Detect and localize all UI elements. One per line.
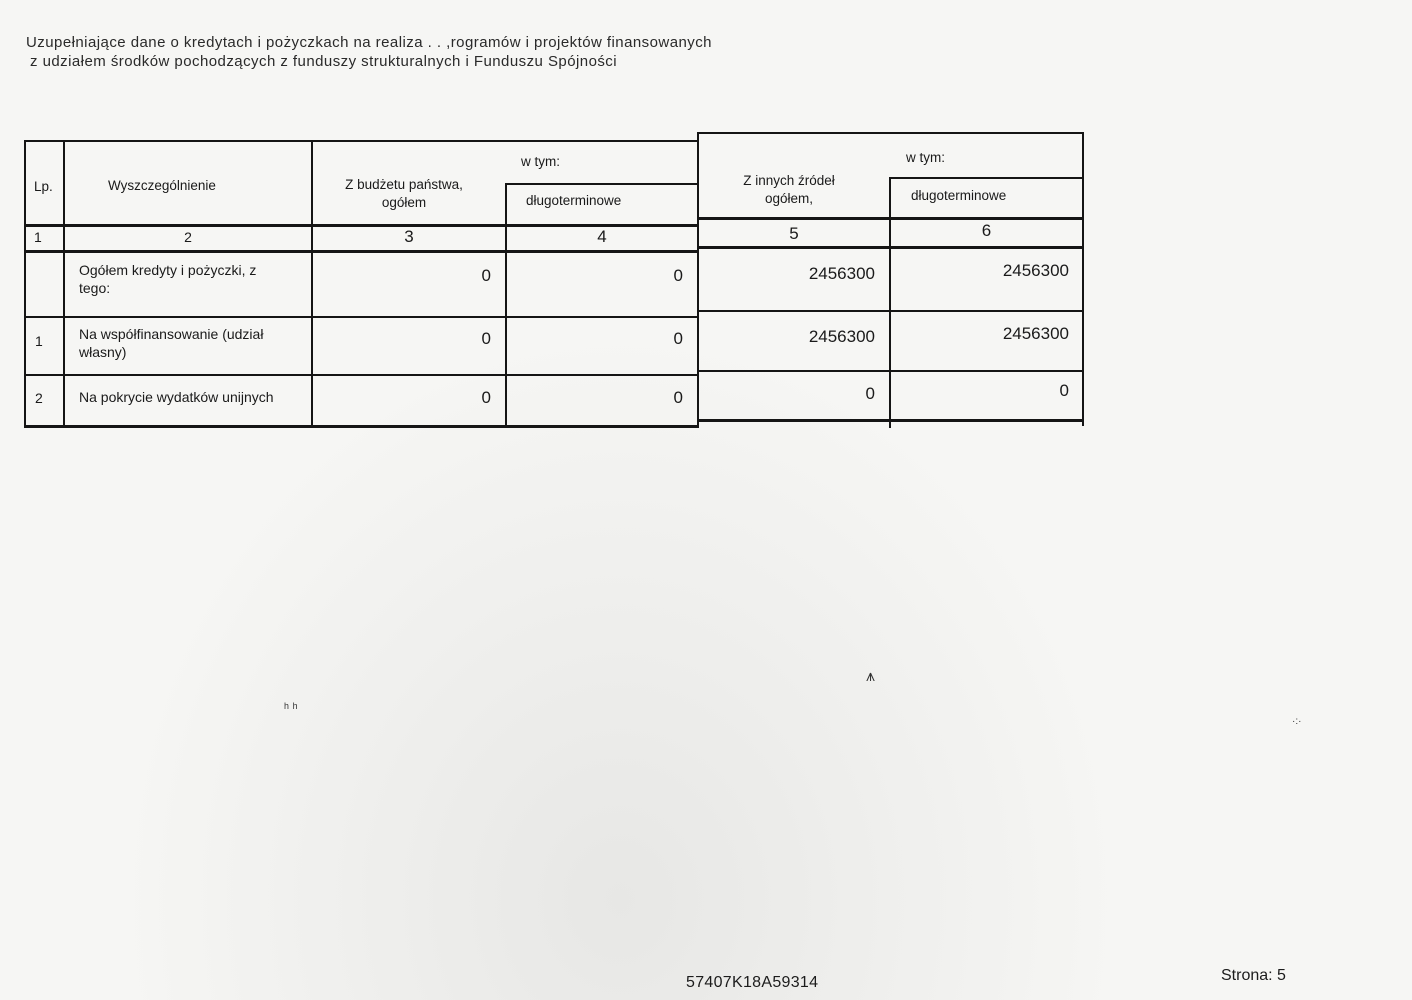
value-inne: 2456300 xyxy=(808,264,875,283)
scan-speck: ⩚ xyxy=(866,668,876,685)
subheader-line xyxy=(505,183,699,185)
header-w-tym-1: w tym: xyxy=(521,154,560,169)
value-budzet: 0 xyxy=(481,388,491,407)
header-dlugoterminowe-2: długoterminowe xyxy=(911,188,1007,203)
value-inne-dlugoterminowe: 0 xyxy=(1059,381,1069,400)
colnum-bottom-line xyxy=(24,250,699,253)
document-code: 57407K18A59314 xyxy=(686,974,819,991)
header-dlugoterminowe-1: długoterminowe xyxy=(526,193,622,208)
table-divider xyxy=(63,140,65,428)
colnum-bottom-line xyxy=(697,246,1084,249)
document-title-line-2: z udziałem środków pochodzących z funduszy strukturalnych i Funduszu Spójności xyxy=(30,53,618,70)
column-number: 2 xyxy=(184,229,192,245)
value-budzet: 0 xyxy=(481,329,491,348)
row-label: Na współfinansowanie (udział własny) xyxy=(79,326,264,360)
row-divider xyxy=(24,374,699,376)
column-number: 6 xyxy=(981,221,992,240)
table-border-left xyxy=(24,140,26,428)
row-lp: 1 xyxy=(35,333,43,349)
row-divider xyxy=(697,310,1084,312)
header-bottom-line xyxy=(697,217,1084,220)
table-border-bottom xyxy=(24,425,699,428)
table-border-top xyxy=(697,132,1084,134)
header-wyszczegolnienie: Wyszczególnienie xyxy=(108,178,216,193)
value-inne: 2456300 xyxy=(808,327,875,346)
header-inne: Z innych źródeł ogółem, xyxy=(743,173,835,206)
row-lp: 2 xyxy=(35,390,43,406)
value-budzet-dlugoterminowe: 0 xyxy=(673,388,683,407)
scan-speck: ʰ ʰ xyxy=(284,700,298,715)
table-border-bottom xyxy=(697,419,1084,422)
column-number: 5 xyxy=(789,224,799,243)
value-inne-dlugoterminowe: 2456300 xyxy=(1002,324,1069,343)
column-number: 4 xyxy=(597,227,607,246)
column-number: 1 xyxy=(34,229,42,245)
header-w-tym-2: w tym: xyxy=(906,150,945,165)
table-border-top xyxy=(24,140,699,142)
document-title-line-1: Uzupełniające dane o kredytach i pożyczkach na realiza . . ,rogramów i projektów finansowanych xyxy=(26,34,712,51)
page-number: Strona: 5 xyxy=(1221,967,1286,984)
column-number: 3 xyxy=(404,227,414,246)
header-lp: Lp. xyxy=(34,179,53,194)
value-inne-dlugoterminowe: 2456300 xyxy=(1002,261,1069,280)
value-budzet: 0 xyxy=(481,266,491,285)
row-divider xyxy=(24,316,699,318)
value-budzet-dlugoterminowe: 0 xyxy=(673,266,683,285)
scan-speck: ·:· xyxy=(1292,716,1302,727)
row-divider xyxy=(697,370,1084,372)
subheader-line xyxy=(889,177,1084,179)
credit-loan-table xyxy=(24,140,1084,428)
row-label: Na pokrycie wydatków unijnych xyxy=(79,389,274,405)
value-budzet-dlugoterminowe: 0 xyxy=(673,329,683,348)
value-inne: 0 xyxy=(865,384,875,403)
row-label: Ogółem kredyty i pożyczki, z tego: xyxy=(79,262,257,296)
header-budzet: Z budżetu państwa, ogółem xyxy=(345,177,463,210)
